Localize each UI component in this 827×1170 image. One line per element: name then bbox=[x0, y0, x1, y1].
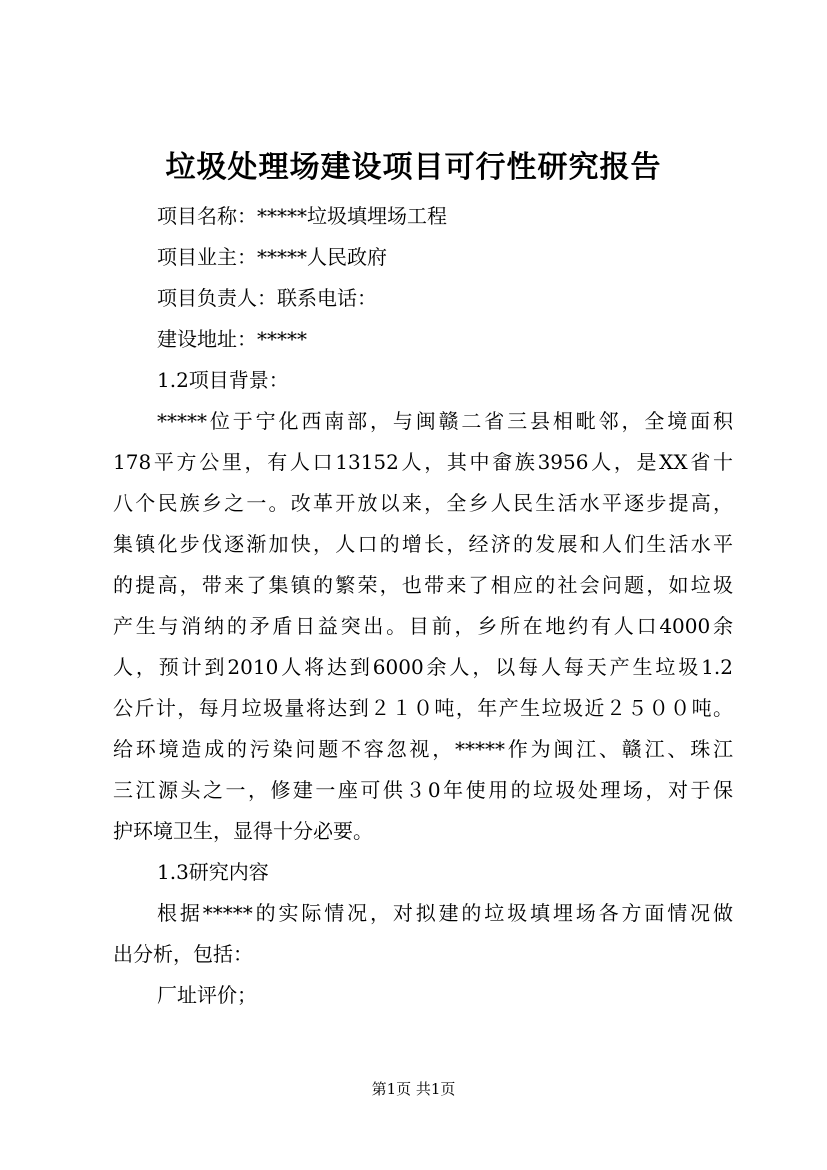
field-project-manager: 项目负责人：联系电话： bbox=[157, 286, 377, 310]
field-construction-address: 建设地址：***** bbox=[157, 327, 307, 351]
paragraph-line: 八个民族乡之一。改革开放以来，全乡人民生活水平逐步提高， bbox=[113, 491, 733, 515]
background-paragraph bbox=[113, 401, 733, 852]
paragraph-line: 产生与消纳的矛盾日益突出。目前，乡所在地约有人口4000余 bbox=[113, 614, 733, 638]
paragraph-line: 公斤计，每月垃圾量将达到２１０吨，年产生垃圾近２５００吨。 bbox=[113, 696, 733, 720]
paragraph-line: 三江源头之一，修建一座可供３0年使用的垃圾处理场，对于保 bbox=[113, 778, 733, 802]
paragraph-line: 人，预计到2010人将达到6000余人，以每人每天产生垃圾1.2 bbox=[113, 655, 733, 679]
document-body bbox=[113, 196, 733, 1016]
paragraph-line: 的提高，带来了集镇的繁荣，也带来了相应的社会问题，如垃圾 bbox=[113, 573, 733, 597]
list-item-site-evaluation: 厂址评价； bbox=[157, 983, 257, 1007]
paragraph-line: 根据*****的实际情况，对拟建的垃圾填埋场各方面情况做 bbox=[157, 901, 733, 925]
paragraph-line: 集镇化步伐逐渐加快，人口的增长，经济的发展和人们生活水平 bbox=[113, 532, 733, 556]
section-heading-research-content: 1.3研究内容 bbox=[157, 860, 269, 884]
paragraph-line: *****位于宁化西南部，与闽赣二省三县相毗邻，全境面积 bbox=[157, 409, 733, 433]
field-project-name: 项目名称：*****垃圾填埋场工程 bbox=[157, 204, 447, 228]
paragraph-line: 护环境卫生，显得十分必要。 bbox=[113, 819, 373, 843]
paragraph-line: 出分析，包括： bbox=[113, 942, 253, 966]
paragraph-line: 178平方公里，有人口13152人，其中畲族3956人，是XX省十 bbox=[113, 450, 733, 474]
section-heading-background: 1.2项目背景： bbox=[157, 368, 289, 392]
field-project-owner: 项目业主：*****人民政府 bbox=[157, 245, 387, 269]
document-title: 垃圾处理场建设项目可行性研究报告 bbox=[165, 150, 662, 185]
paragraph-line: 给环境造成的污染问题不容忽视，*****作为闽江、赣江、珠江 bbox=[113, 737, 733, 761]
research-content-paragraph bbox=[113, 893, 733, 975]
page-footer: 第1页 共1页 bbox=[371, 1080, 456, 1098]
